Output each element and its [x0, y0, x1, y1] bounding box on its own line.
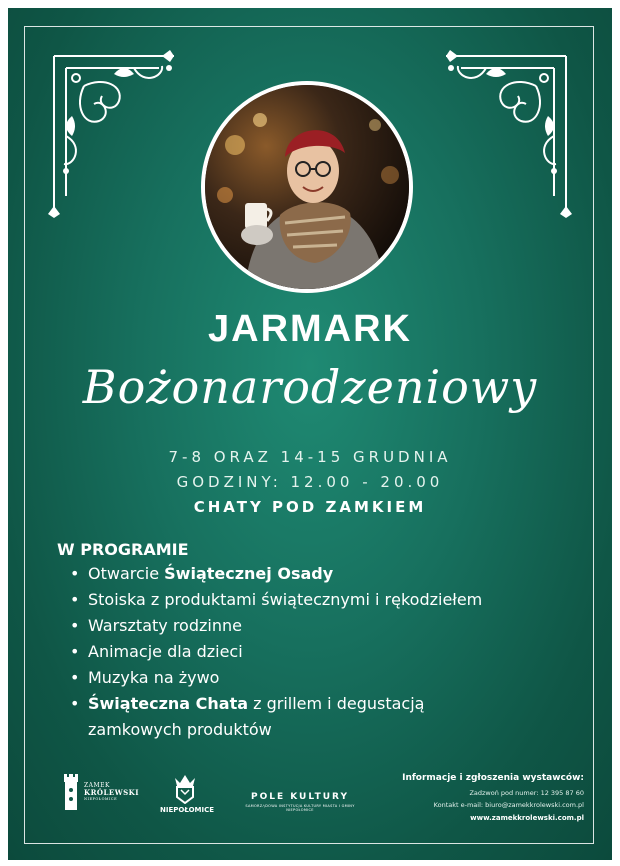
- ornament-corner-right-icon: [436, 46, 576, 226]
- contact-email: Kontakt e-mail: biuro@zamekkrolewski.com.pl: [433, 801, 584, 809]
- item-text: Otwarcie: [88, 564, 165, 583]
- contact-heading: Informacje i zgłoszenia wystawców:: [402, 773, 584, 783]
- logo-zamek-line1: ZAMEK: [84, 781, 111, 789]
- contact-phone: Zadzwoń pod numer: 12 395 87 60: [469, 789, 584, 797]
- item-text: Warsztaty rodzinne: [88, 616, 242, 635]
- castle-tower-icon: [62, 772, 80, 812]
- event-title: JARMARK: [208, 308, 412, 350]
- list-item: [70, 639, 590, 665]
- item-text: zamkowych produktów: [88, 720, 272, 739]
- event-hours: GODZINY: 12.00 - 20.00: [176, 473, 444, 491]
- list-item: [70, 561, 590, 587]
- list-item: [70, 691, 590, 717]
- item-bold: Świątecznej Osady: [164, 564, 334, 583]
- woman-in-winter-photo: [201, 81, 413, 293]
- logo-niepolomice-label: NIEPOŁOMICE: [160, 806, 215, 814]
- logo-pole-title: POLE KULTURY: [250, 792, 350, 802]
- item-text: Muzyka na żywo: [88, 668, 220, 687]
- logo-pole-subtitle: SAMORZĄDOWA INSTYTUCJA KULTURY MIASTA I GMINY NIEPOŁOMICE: [245, 804, 355, 812]
- contact-website[interactable]: www.zamekkrolewski.com.pl: [470, 814, 584, 822]
- item-bold: Świąteczna Chata: [88, 694, 249, 713]
- poster: [8, 8, 612, 860]
- contact-info: [402, 773, 584, 822]
- list-item: [70, 613, 590, 639]
- list-item: [70, 587, 590, 613]
- event-dates: 7-8 ORAZ 14-15 GRUDNIA: [168, 448, 452, 466]
- program-list: [70, 561, 590, 743]
- niepolomice-logo: [160, 772, 215, 814]
- item-text: z grillem i degustacją: [248, 694, 425, 713]
- item-text: Animacje dla dzieci: [88, 642, 243, 661]
- logo-zamek-line2: KRÓLEWSKI: [84, 787, 140, 797]
- pole-kultury-logo: [240, 792, 360, 812]
- ornament-corner-left-icon: [44, 46, 184, 226]
- list-item: [70, 665, 590, 691]
- event-location: CHATY POD ZAMKIEM: [193, 498, 427, 516]
- logo-zamek-line3: NIEPOŁOMICE: [84, 796, 118, 801]
- program-heading: W PROGRAMIE: [57, 540, 189, 559]
- crown-crest-icon: [170, 772, 200, 804]
- item-text: Stoiska z produktami świątecznymi i rękodziełem: [88, 590, 483, 609]
- zamek-krolewski-logo: [62, 772, 139, 812]
- event-subtitle-script: Bożonarodzeniowy: [82, 360, 538, 414]
- list-item-continuation: [70, 717, 590, 743]
